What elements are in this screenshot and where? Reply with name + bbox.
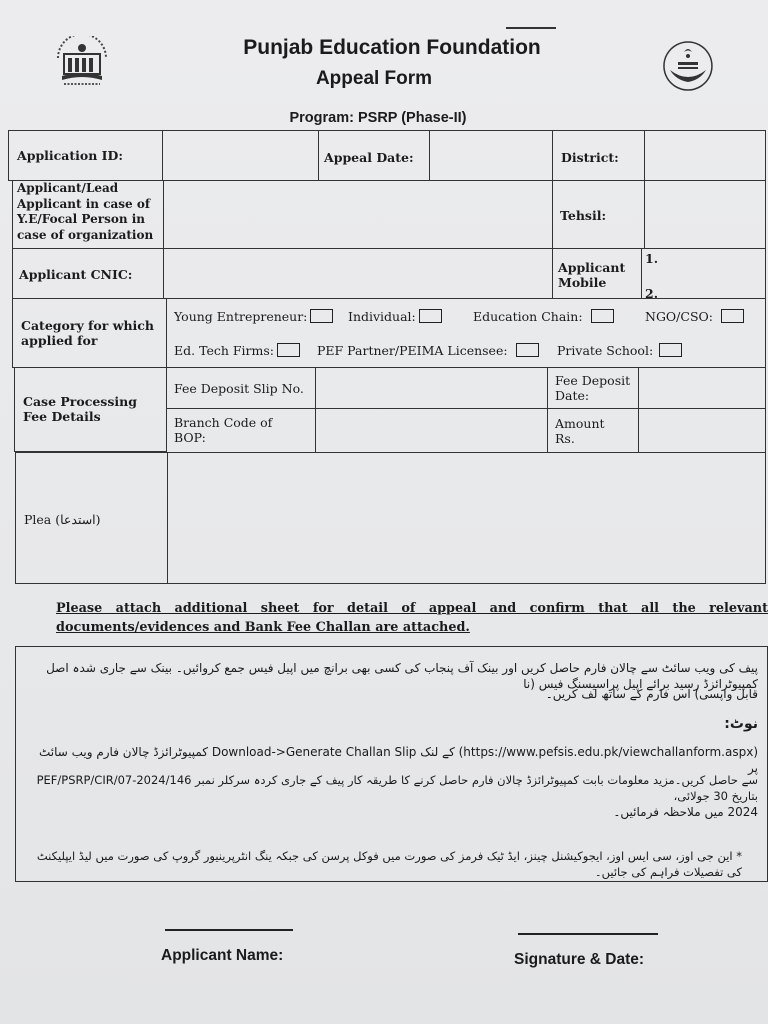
private-school-option[interactable] bbox=[557, 343, 682, 358]
private-school-label: Private School: bbox=[557, 343, 654, 358]
individual-checkbox[interactable] bbox=[419, 309, 442, 323]
urdu-circular-line2: 2024 میں ملاحظہ فرمائیں۔ bbox=[613, 805, 758, 819]
mobile-2-label: 2. bbox=[645, 286, 659, 301]
young-entrepreneur-option[interactable] bbox=[174, 309, 333, 324]
cnic-label: Applicant CNIC: bbox=[19, 267, 133, 282]
tehsil-field[interactable] bbox=[644, 180, 766, 249]
plea-field[interactable] bbox=[167, 452, 766, 584]
plea-label: Plea (استدعا) bbox=[24, 512, 101, 527]
fee-details-label: Case Processing Fee Details bbox=[23, 394, 137, 424]
urdu-instruction-1: پیف کی ویب سائٹ سے چالان فارم حاصل کریں اور بینک آف پنجاب کی کسی بھی برانچ میں اپیل فیس جمع کروائیں۔ بینک سے جاری شدہ اصل کمپیوٹرائزڈ رسید برائے اپیل پراسیسنگ فیس (نا bbox=[46, 661, 758, 691]
branch-code-field[interactable] bbox=[315, 408, 548, 453]
pef-partner-option[interactable] bbox=[317, 343, 539, 358]
category-label: Category for which applied for bbox=[21, 318, 155, 348]
applicant-name-line bbox=[165, 929, 293, 931]
applicant-lead-field[interactable] bbox=[163, 180, 553, 249]
applicant-lead-label: Applicant/Lead Applicant in case of Y.E/Focal Person in case of organization bbox=[17, 181, 154, 242]
amount-label: Amount Rs. bbox=[555, 416, 605, 446]
form-title: Appeal Form bbox=[315, 68, 433, 89]
ngo-cso-option[interactable] bbox=[645, 309, 744, 324]
individual-option[interactable] bbox=[348, 309, 442, 324]
application-id-label: Application ID: bbox=[17, 148, 123, 163]
education-chain-option[interactable] bbox=[473, 309, 614, 324]
ed-tech-option[interactable] bbox=[174, 343, 300, 358]
fee-date-field[interactable] bbox=[638, 367, 766, 409]
district-field[interactable] bbox=[644, 130, 766, 181]
attachment-note: Please attach additional sheet for detail of appeal and confirm that all the relevant bbox=[56, 601, 768, 616]
applicant-name-label: Applicant Name: bbox=[161, 947, 284, 964]
private-school-checkbox[interactable] bbox=[659, 343, 682, 357]
urdu-circular-line: سے حاصل کریں۔مزید معلومات بابت کمپیوٹرائزڈ چالان فارم حاصل کرنے کا طریقہ کار پیف کے جاری کردہ سرکلر نمبر PEF/PSRP/CIR/07-2024/146 بتاریخ 30 جولائی، bbox=[36, 773, 758, 803]
fee-date-label: Fee Deposit Date: bbox=[555, 373, 631, 403]
education-chain-checkbox[interactable] bbox=[591, 309, 614, 323]
appeal-date-label: Appeal Date: bbox=[324, 150, 414, 165]
mobile-1-label: 1. bbox=[645, 251, 659, 266]
urdu-focal-person-note: * این جی اوز، سی ایس اوز، ایجوکیشنل چینز، ایڈ ٹیک فرمز کی صورت میں فوکل پرسن کی جبکہ ینگ انٹرپرینیور گروپ کی صورت میں لیڈ ایپلیکنٹ کی تفصیلات فراہم کی جائیں۔ bbox=[36, 849, 742, 879]
attachment-note-line2: documents/evidences and Bank Fee Challan are attached. bbox=[56, 620, 470, 635]
pef-partner-label: PEF Partner/PEIMA Licensee: bbox=[317, 343, 508, 358]
urdu-url-line: (https://www.pefsis.edu.pk/viewchallanform.aspx) کے لنک Download->Generate Challan Slip کمپیوٹرائزڈ چالان فارم ویب سائٹ پر bbox=[38, 745, 758, 775]
education-chain-label: Education Chain: bbox=[473, 309, 583, 324]
ed-tech-checkbox[interactable] bbox=[277, 343, 300, 357]
ngo-cso-checkbox[interactable] bbox=[721, 309, 744, 323]
fee-slip-field[interactable] bbox=[315, 367, 548, 409]
pef-partner-checkbox[interactable] bbox=[516, 343, 539, 357]
ngo-cso-label: NGO/CSO: bbox=[645, 309, 713, 324]
amount-field[interactable] bbox=[638, 408, 766, 453]
mobile-label: Applicant Mobile bbox=[558, 260, 626, 290]
branch-code-label: Branch Code of BOP: bbox=[174, 415, 273, 445]
organization-title: Punjab Education Foundation bbox=[243, 36, 541, 59]
top-mark-line bbox=[506, 27, 556, 29]
young-entrepreneur-label: Young Entrepreneur: bbox=[174, 309, 308, 324]
signature-date-label: Signature & Date: bbox=[514, 951, 645, 968]
ed-tech-label: Ed. Tech Firms: bbox=[174, 343, 274, 358]
application-id-field[interactable] bbox=[162, 130, 319, 181]
cnic-field[interactable] bbox=[163, 248, 553, 299]
urdu-note-heading: نوٹ: bbox=[724, 716, 758, 732]
district-label: District: bbox=[561, 150, 619, 165]
appeal-date-field[interactable] bbox=[429, 130, 553, 181]
young-entrepreneur-checkbox[interactable] bbox=[310, 309, 333, 323]
mobile-field[interactable] bbox=[641, 248, 766, 299]
fee-slip-label: Fee Deposit Slip No. bbox=[174, 381, 304, 396]
tehsil-label: Tehsil: bbox=[560, 208, 607, 223]
individual-label: Individual: bbox=[348, 309, 416, 324]
program-label: Program: PSRP (Phase-II) bbox=[289, 110, 467, 126]
signature-line bbox=[518, 933, 658, 935]
urdu-instruction-1b: قابل واپسی) اس فارم کے ساتھ لف کریں۔ bbox=[545, 687, 758, 701]
